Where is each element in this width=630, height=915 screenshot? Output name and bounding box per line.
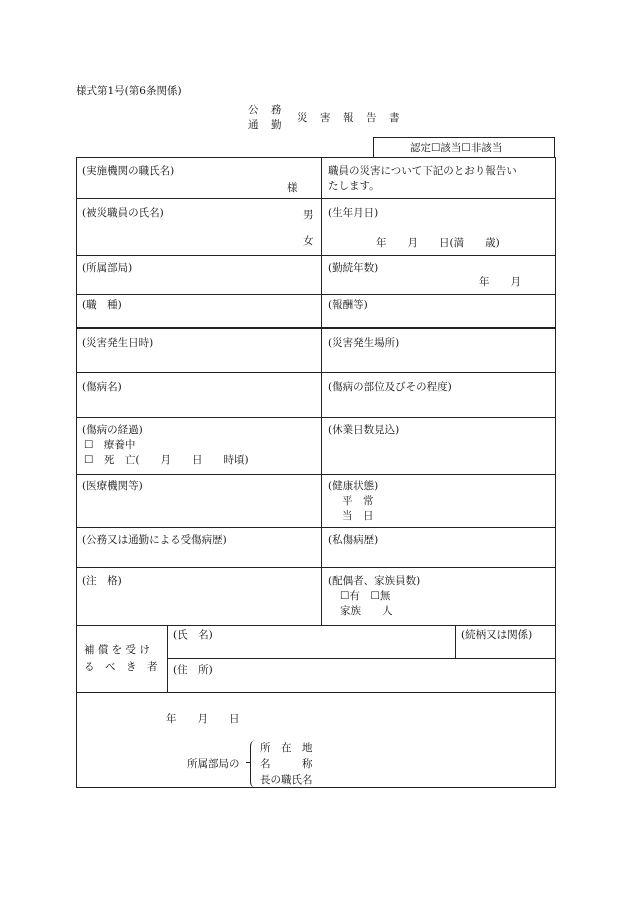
leave-days-label[interactable]: (休業日数見込)	[328, 424, 400, 436]
dept-prefix: 所属部局の	[187, 758, 240, 770]
report-statement-line1: 職員の災害について下記のとおり報告い	[328, 165, 517, 177]
service-years-label[interactable]: (勤続年数)	[328, 262, 379, 274]
injury-name-label[interactable]: (傷病名)	[82, 381, 122, 393]
institution-honorific: 様	[287, 182, 298, 194]
injury-part-label[interactable]: (傷病の部位及びその程度)	[328, 381, 452, 393]
title-kind-official: 公 務	[248, 104, 283, 116]
institution-label: (実施機関の職氏名)	[82, 165, 175, 177]
prior-injury-private-label[interactable]: (私傷病歴)	[328, 534, 379, 546]
dept-head-label[interactable]: 長の職氏名	[260, 774, 313, 786]
disaster-place-label[interactable]: (災害発生場所)	[328, 337, 400, 349]
birth-date-label[interactable]: (生年月日)	[328, 207, 379, 219]
injury-progress-label[interactable]: (傷病の経過)	[82, 424, 143, 436]
family-label[interactable]: (配偶者、家族員数)	[328, 575, 421, 587]
brace-icon	[250, 740, 257, 788]
page-title: 災 害 報 告 書	[297, 112, 401, 124]
birth-date-format: 年 月 日(満 歳)	[376, 237, 500, 249]
sex-male[interactable]: 男	[303, 209, 314, 221]
health-status-normal: 平 常	[342, 495, 374, 507]
beneficiary-relation-label[interactable]: (続柄又は関係)	[461, 629, 533, 641]
sex-female[interactable]: 女	[303, 235, 314, 247]
recognition-box[interactable]	[373, 137, 555, 157]
beneficiary-address-label[interactable]: (住 所)	[173, 664, 213, 676]
health-status-day: 当 日	[342, 510, 374, 522]
job-type-label[interactable]: (職 種)	[82, 299, 122, 311]
beneficiary-label-line2: る べ き 者	[84, 661, 158, 673]
health-status-label[interactable]: (健康状態)	[328, 480, 379, 492]
family-members[interactable]: 家族 人	[340, 605, 393, 617]
report-table	[76, 157, 556, 788]
report-statement-line2: たします。	[328, 180, 380, 192]
dept-address-label[interactable]: 所 在 地	[260, 742, 313, 754]
disaster-datetime-label[interactable]: (災害発生日時)	[82, 337, 154, 349]
medical-institution-label[interactable]: (医療機関等)	[82, 480, 143, 492]
beneficiary-label-line1: 補 償 を 受 け	[84, 644, 150, 656]
recognition-label: 認定☐該当☐非該当	[410, 142, 503, 154]
injury-progress-treatment[interactable]: ☐ 療養中	[84, 439, 136, 451]
personality-label[interactable]: (注 格)	[82, 575, 122, 587]
prior-injury-work-label[interactable]: (公務又は通勤による受傷病歴)	[82, 534, 227, 546]
injury-progress-death[interactable]: ☐ 死 亡( 月 日 時頃)	[84, 454, 249, 466]
spouse-checkboxes[interactable]: ☐有 ☐無	[340, 590, 391, 602]
compensation-label[interactable]: (報酬等)	[328, 299, 368, 311]
report-date[interactable]: 年 月 日	[166, 713, 240, 725]
form-number: 様式第1号(第6条関係)	[76, 85, 182, 97]
dept-name-label[interactable]: 名 称	[260, 758, 313, 770]
department-label[interactable]: (所属部局)	[82, 262, 133, 274]
service-years-format: 年 月	[479, 276, 521, 288]
beneficiary-name-label[interactable]: (氏 名)	[173, 629, 213, 641]
title-kind-commute: 通 勤	[248, 119, 283, 131]
employee-name-label[interactable]: (被災職員の氏名)	[82, 207, 164, 219]
